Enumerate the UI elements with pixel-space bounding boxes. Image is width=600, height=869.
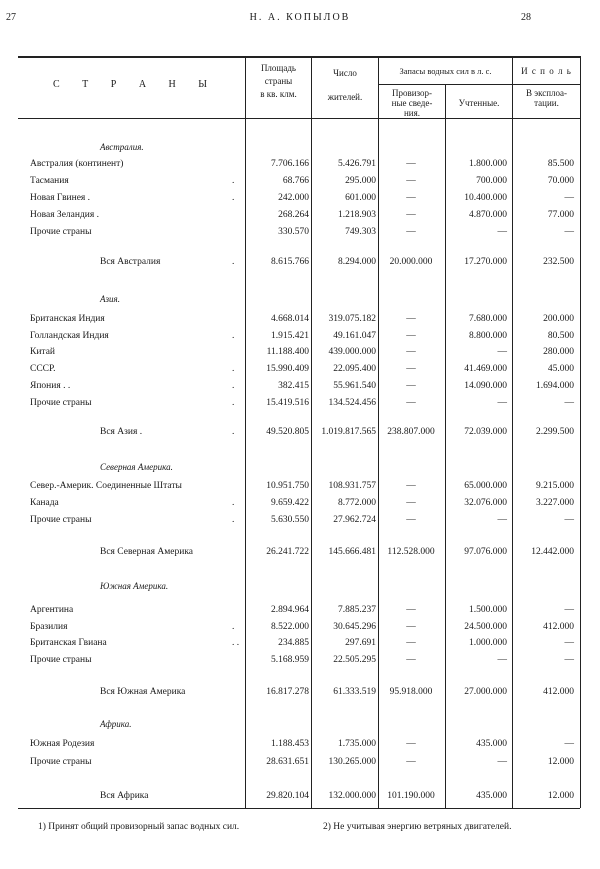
cell-population: 5.426.791 [338,159,376,169]
leader-dots: . [232,331,235,341]
cell-area: 26.241.722 [266,547,309,557]
cell-established: 72.039.000 [464,427,507,437]
cell-population: 297.691 [345,638,376,648]
cell-provisional: — [406,739,416,749]
cell-established: 41.469.000 [464,364,507,374]
cell-established: 435.000 [476,739,507,749]
section-heading: Северная Америка. [100,462,173,472]
header-population: Число жителей. [327,68,363,102]
country-name: СССР. [30,364,56,374]
cell-area: 15.419.516 [266,398,309,408]
section-heading: Австралия. [100,142,144,152]
cell-operation: — [564,739,574,749]
column-rule [580,56,581,808]
total-label: Вся Австралия [100,257,161,267]
cell-established: 8.800.000 [469,331,507,341]
country-name: Прочие страны [30,757,92,767]
cell-population: 1.735.000 [338,739,376,749]
page-number-right: 28 [521,12,531,23]
header-country: С Т Р А Н Ы [52,79,217,90]
cell-operation: 200.000 [543,314,574,324]
cell-provisional: — [406,638,416,648]
cell-provisional: — [406,314,416,324]
cell-provisional: — [406,481,416,491]
footnote-1: 1) Принят общий провизорный запас водных сил. [38,822,240,832]
total-label: Вся Азия . [100,427,143,437]
running-header [0,12,600,28]
cell-provisional: — [406,622,416,632]
leader-dots: . [232,427,235,437]
cell-provisional: — [406,193,416,203]
cell-established: 65.000.000 [464,481,507,491]
cell-established: 1.800.000 [469,159,507,169]
cell-area: 330.570 [278,227,309,237]
cell-operation: 80.500 [547,331,574,341]
cell-operation: — [564,227,574,237]
cell-area: 10.951.750 [266,481,309,491]
cell-area: 16.817.278 [266,687,309,697]
cell-area: 1.915.421 [271,331,309,341]
cell-population: 61.333.519 [333,687,376,697]
cell-population: 439.000.000 [328,347,376,357]
cell-population: 130.265.000 [328,757,376,767]
country-name: Прочие страны [30,515,92,525]
cell-area: 68.766 [282,176,309,186]
cell-area: 382.415 [278,381,309,391]
cell-operation: 412.000 [543,622,574,632]
cell-operation: 12.442.000 [531,547,574,557]
cell-established: — [497,347,507,357]
cell-provisional: 112.528.000 [387,547,435,557]
cell-operation: 280.000 [543,347,574,357]
cell-area: 234.885 [278,638,309,648]
leader-dots: . [232,498,235,508]
cell-population: 134.524.456 [328,398,376,408]
cell-operation: — [564,398,574,408]
cell-operation: 85.500 [547,159,574,169]
header-provisional: Провизор- ные сведе- ния. [391,88,433,118]
cell-area: 4.668.014 [271,314,309,324]
cell-established: — [497,757,507,767]
cell-operation: 412.000 [543,687,574,697]
table-bottom-rule [18,808,580,809]
cell-population: 30.645.296 [333,622,376,632]
cell-operation: 3.227.000 [536,498,574,508]
cell-area: 5.168.959 [271,655,309,665]
cell-provisional: — [406,347,416,357]
cell-area: 49.520.805 [266,427,309,437]
country-name: Прочие страны [30,655,92,665]
cell-area: 1.188.453 [271,739,309,749]
cell-provisional: — [406,655,416,665]
cell-operation: — [564,638,574,648]
cell-area: 8.615.766 [271,257,309,267]
country-name: Прочие страны [30,398,92,408]
leader-dots: . [232,193,235,203]
cell-population: 49.161.047 [333,331,376,341]
cell-area: 29.820.104 [266,791,309,801]
cell-operation: — [564,655,574,665]
header-reserves-group: Запасы водных сил в л. с. [399,66,492,76]
total-label: Вся Северная Америка [100,547,194,557]
cell-provisional: — [406,210,416,220]
cell-operation: 12.000 [547,757,574,767]
cell-population: 132.000.000 [328,791,376,801]
leader-dots: . [232,622,235,632]
cell-established: — [497,655,507,665]
cell-area: 268.264 [278,210,309,220]
cell-population: 145.666.481 [328,547,376,557]
cell-provisional: — [406,381,416,391]
cell-population: 319.075.182 [328,314,376,324]
cell-operation: 45.000 [547,364,574,374]
cell-area: 2.894.964 [271,605,309,615]
cell-provisional: — [406,605,416,615]
country-name: Голландская Индия [30,331,109,341]
cell-provisional: — [406,757,416,767]
cell-established: 10.400.000 [464,193,507,203]
cell-population: 55.961.540 [333,381,376,391]
leader-dots: . [232,381,235,391]
country-name: Британская Гвиана [30,638,107,648]
cell-provisional: — [406,498,416,508]
cell-provisional: — [406,364,416,374]
cell-established: 14.090.000 [464,381,507,391]
section-heading: Африка. [100,719,132,729]
cell-established: 97.076.000 [464,547,507,557]
cell-operation: 12.000 [547,791,574,801]
cell-operation: 232.500 [543,257,574,267]
cell-operation: 9.215.000 [536,481,574,491]
header-in-operation: В эксплоа- тации. [525,88,568,108]
leader-dots: . [232,515,235,525]
cell-area: 7.706.166 [271,159,309,169]
cell-provisional: — [406,398,416,408]
country-name: Британская Индия [30,314,105,324]
cell-population: 22.095.400 [333,364,376,374]
cell-population: 108.931.757 [328,481,376,491]
cell-operation: 1.694.000 [536,381,574,391]
leader-dots: . [232,398,235,408]
cell-operation: — [564,605,574,615]
cell-population: 749.303 [345,227,376,237]
country-name: Канада [30,498,59,508]
cell-area: 8.522.000 [271,622,309,632]
cell-provisional: — [406,515,416,525]
cell-established: — [497,227,507,237]
cell-population: 22.505.295 [333,655,376,665]
cell-operation: — [564,193,574,203]
country-name: Китай [30,347,55,357]
section-heading: Азия. [100,294,120,304]
country-name: Новая Гвинея . [30,193,91,203]
cell-established: 700.000 [476,176,507,186]
cell-provisional: — [406,331,416,341]
header-usage-group: И с п о л ь [521,66,572,76]
cell-operation: 2.299.500 [536,427,574,437]
header-established: Учтенные. [458,98,500,108]
country-name: Прочие страны [30,227,92,237]
leader-dots: . [232,364,235,374]
cell-established: 27.000.000 [464,687,507,697]
cell-established: 4.870.000 [469,210,507,220]
header-bottom-rule [18,118,580,119]
total-label: Вся Южная Америка [100,687,186,697]
country-name: Австралия (континент) [30,159,124,169]
country-name: Аргентина [30,605,74,615]
cell-provisional: — [406,159,416,169]
footnote-2: 2) Не учитывая энергию ветряных двигателей. [323,822,512,832]
cell-population: 601.000 [345,193,376,203]
cell-area: 9.659.422 [271,498,309,508]
total-label: Вся Африка [100,791,149,801]
cell-population: 295.000 [345,176,376,186]
subheader-rule [378,84,580,85]
cell-established: 7.680.000 [469,314,507,324]
cell-established: 17.270.000 [464,257,507,267]
running-title: Н. А. КОПЫЛОВ [249,12,351,23]
cell-area: 28.631.651 [266,757,309,767]
cell-established: 435.000 [476,791,507,801]
cell-provisional: 238.807.000 [387,427,435,437]
cell-operation: — [564,515,574,525]
cell-area: 5.630.550 [271,515,309,525]
section-heading: Южная Америка. [100,581,169,591]
cell-area: 15.990.409 [266,364,309,374]
country-name: Новая Зеландия . [30,210,99,220]
cell-provisional: 20.000.000 [389,257,433,267]
country-name: Тасмания [30,176,69,186]
cell-provisional: — [406,227,416,237]
header-area: Площадь страны в кв. клм. [260,63,297,99]
cell-established: — [497,515,507,525]
table-top-rule [18,56,580,58]
country-name: Япония . . [30,381,71,391]
cell-established: 32.076.000 [464,498,507,508]
cell-established: 1.500.000 [469,605,507,615]
cell-established: — [497,398,507,408]
leader-dots: . [232,176,235,186]
cell-established: 1.000.000 [469,638,507,648]
cell-area: 11.188.400 [266,347,309,357]
country-name: Южная Родезия [30,739,95,749]
cell-operation: 70.000 [547,176,574,186]
cell-provisional: 95.918.000 [389,687,433,697]
cell-population: 7.885.237 [338,605,376,615]
page-number-left: 27 [6,12,16,23]
cell-population: 1.019.817.565 [321,427,376,437]
cell-population: 27.962.724 [333,515,376,525]
cell-established: 24.500.000 [464,622,507,632]
country-name: Бразилия [30,622,68,632]
leader-dots: . . [232,638,240,648]
cell-provisional: 101.190.000 [387,791,435,801]
cell-population: 8.772.000 [338,498,376,508]
cell-population: 8.294.000 [338,257,376,267]
cell-operation: 77.000 [547,210,574,220]
cell-area: 242.000 [278,193,309,203]
cell-population: 1.218.903 [338,210,376,220]
leader-dots: . [232,257,235,267]
cell-provisional: — [406,176,416,186]
country-name: Север.-Америк. Соединенные Штаты [30,481,182,491]
